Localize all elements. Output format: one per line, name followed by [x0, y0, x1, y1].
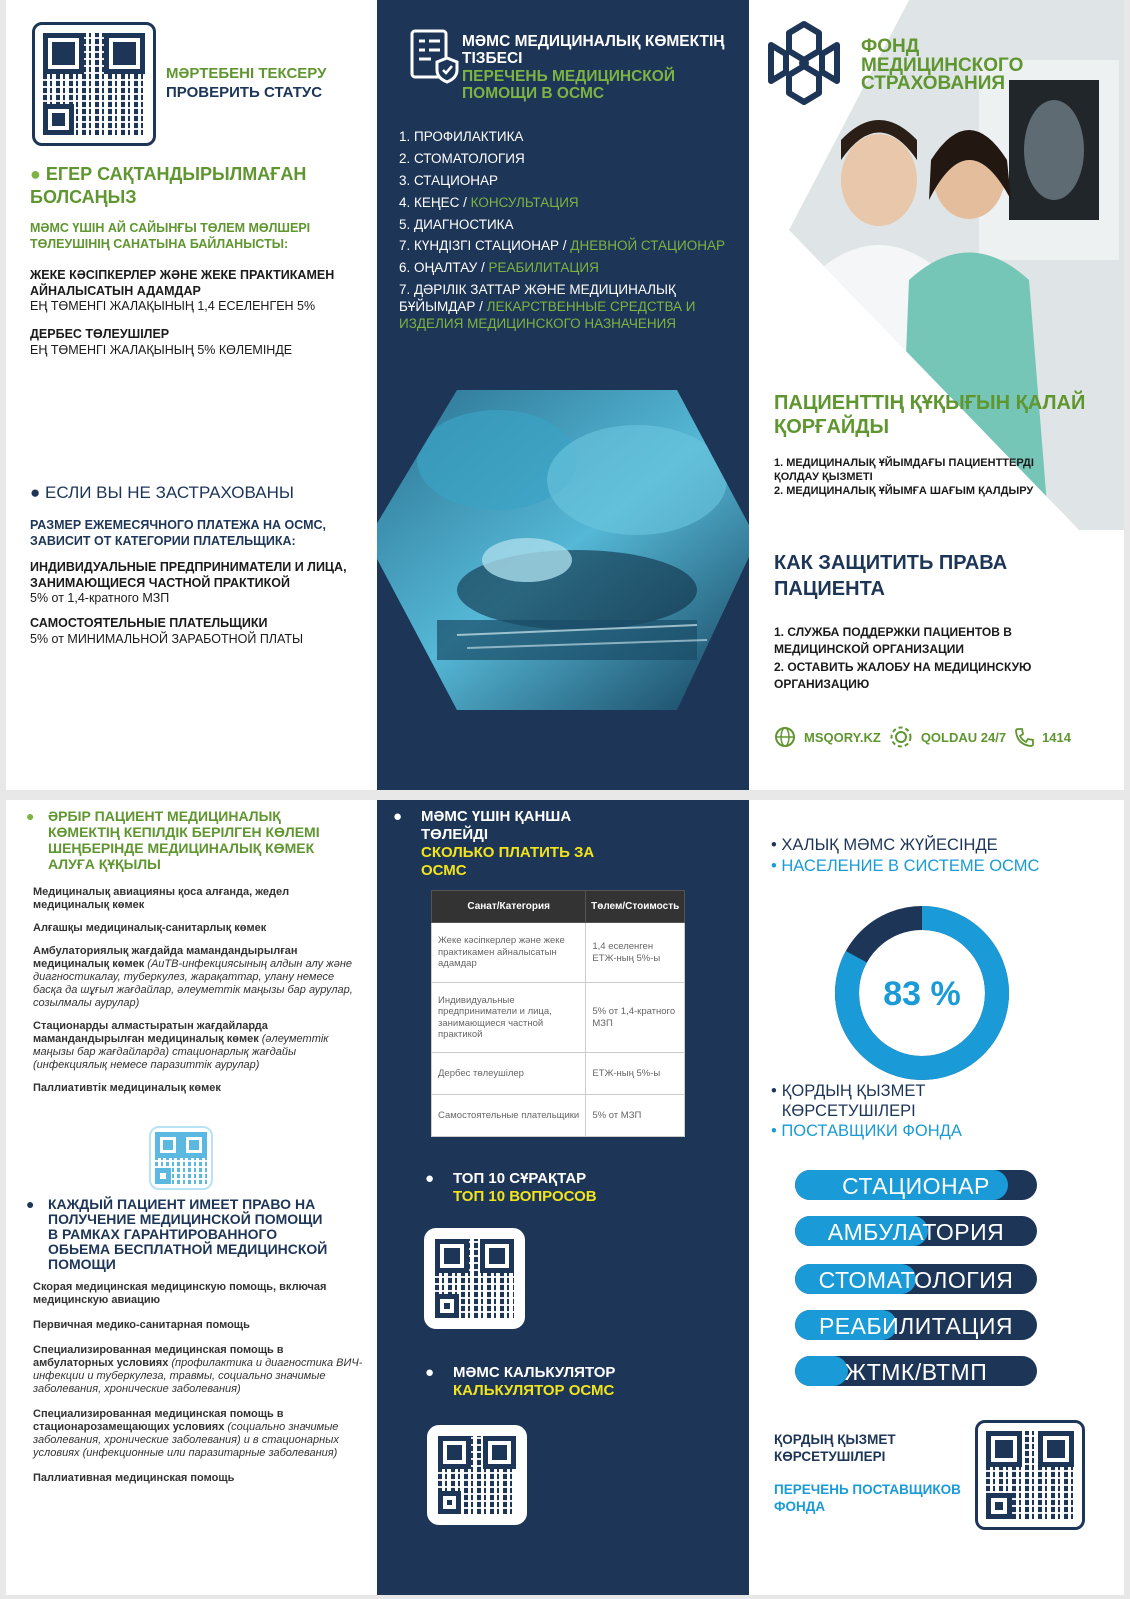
providers-qr-code[interactable] [975, 1420, 1085, 1530]
rights-item-detail: (АиТВ-инфекциясының алдын алу және диагностикалау, туберкулез, жарақаттар, улану немесе басқа да шұғыл жағдайлар, әлеуметтік маңызы бар аурулар, созылмалы аурулар) [33, 957, 353, 1009]
care-list-item [399, 260, 739, 277]
rights-list-item [33, 1020, 363, 1072]
rights-item-title: Специализированная медицинская помощь в амбулаторных условиях [33, 1343, 284, 1369]
care-item-kz: 4. КЕҢЕС / [399, 194, 471, 210]
provider-bar [795, 1310, 1037, 1340]
check-status-label: МӘРТЕБЕНІ ТЕКСЕРУ ПРОВЕРИТЬ СТАТУС [166, 65, 327, 101]
care-list-item [399, 195, 739, 212]
small-qr-code[interactable] [149, 1126, 213, 1190]
care-list-title: МӘМС МЕДИЦИНАЛЫҚ КӨМЕКТІҢ ТІЗБЕСІ ПЕРЕЧЕНЬ МЕДИЦИНСКОЙ ПОМОЩИ В ОСМС [462, 33, 725, 103]
care-list-item [399, 129, 739, 146]
ru-rights-list [33, 1281, 363, 1497]
provider-bar [795, 1170, 1037, 1200]
rights-item-title: Специализированная медицинская помощь в стационарозамещающих условиях [33, 1407, 284, 1433]
website-link[interactable]: MSQORY.KZ [804, 729, 881, 745]
provider-bar [795, 1216, 1037, 1246]
support-label: QOLDAU 24/7 [920, 729, 1007, 745]
care-list-item [399, 173, 739, 190]
care-list-item [399, 282, 739, 333]
rights-item-detail: (социально значимые заболевания, хронические заболевания) и в стационарных условиях (инфекционные или паразитарные заболевания) [33, 1420, 339, 1459]
rights-list-item [33, 1281, 363, 1307]
rights-item-title: Амбулаториялық жағдайда мамандандырылған медициналық көмек [33, 944, 298, 970]
brochure-inner-side [6, 800, 1124, 1595]
bottom-middle-panel [377, 800, 749, 1595]
gear-icon [889, 725, 913, 749]
status-qr-code[interactable] [32, 22, 156, 146]
how-much-title: ● МӘМС ҮШІН ҚАНША ТӨЛЕЙДІ СКОЛЬКО ПЛАТИТЬ ЗА ОСМС [393, 808, 595, 879]
protect-rights-ru-title: КАК ЗАЩИТИТЬ ПРАВА ПАЦИЕНТА [774, 552, 1008, 600]
kz-rights-title: ● ӘРБІР ПАЦИЕНТ МЕДИЦИНАЛЫҚ КӨМЕКТІҢ КЕПІЛДІК БЕРІЛГЕН КӨЛЕМІ ШЕҢБЕРІНДЕ МЕДИЦИНАЛЫҚ КӨМЕК АЛУҒА ҚҰҚЫЛЫ [26, 808, 320, 873]
kz-category-2: ДЕРБЕС ТӨЛЕУШІЛЕР ЕҢ ТӨМЕНГІ ЖАЛАҚЫНЫҢ 5% КӨЛЕМІНДЕ [30, 327, 293, 357]
rights-item-title: Первичная медико-санитарная помощь [33, 1318, 250, 1331]
globe-icon [774, 726, 796, 748]
providers-title: • ҚОРДЫҢ ҚЫЗМЕТ КӨРСЕТУШІЛЕРІ • ПОСТАВЩИКИ ФОНДА [771, 1082, 962, 1140]
table-row [432, 983, 685, 1053]
table-header-category: Санат/Категория [432, 891, 586, 923]
ru-rights-title: ● КАЖДЫЙ ПАЦИЕНТ ИМЕЕТ ПРАВО НА ПОЛУЧЕНИЕ МЕДИЦИНСКОЙ ПОМОЩИ В РАМКАХ ГАРАНТИРОВАННОГО ОБЬЕМА БЕСПЛАТНОЙ МЕДИЦИНСКОЙ ПОМОЩИ [26, 1196, 328, 1273]
care-item-kz: 1. ПРОФИЛАКТИКА [399, 129, 524, 144]
rights-list-item [33, 886, 363, 912]
care-item-kz: 7. КҮНДІЗГІ СТАЦИОНАР / [399, 238, 571, 254]
fund-logo-icon [759, 18, 849, 108]
protect-rights-kz-list: 1. МЕДИЦИНАЛЫҚ ҰЙЫМДАҒЫ ПАЦИЕНТТЕРДІ ҚОЛДАУ ҚЫЗМЕТІ 2. МЕДИЦИНАЛЫҚ ҰЙЫМҒА ШАҒЫМ ҚАЛДЫРУ [774, 457, 1034, 497]
top10-title: ● ТОП 10 СҰРАҚТАР ТОП 10 ВОПРОСОВ [425, 1170, 597, 1205]
care-item-ru: ДНЕВНОЙ СТАЦИОНАР [570, 238, 725, 254]
rights-list-item [33, 1082, 363, 1095]
care-item-kz: 2. СТОМАТОЛОГИЯ [399, 150, 525, 166]
care-item-kz: 6. ОҢАЛТАУ / [399, 260, 489, 276]
care-item-ru: РЕАБИЛИТАЦИЯ [488, 260, 599, 276]
calculator-title: ● МӘМС КАЛЬКУЛЯТОР КАЛЬКУЛЯТОР ОСМС [425, 1364, 616, 1399]
donut-percent-label: 83 % [883, 975, 961, 1013]
table-row [432, 1095, 685, 1137]
uninsured-ru-subtitle: РАЗМЕР ЕЖЕМЕСЯЧНОГО ПЛАТЕЖА НА ОСМС, ЗАВИСИТ ОТ КАТЕГОРИИ ПЛАТЕЛЬЩИКА: [30, 518, 326, 548]
table-header-cost: Төлем/Стоимость [586, 891, 685, 923]
bottom-left-panel [6, 800, 377, 1595]
brochure-outer-side [6, 0, 1124, 790]
table-cell: ЕТЖ-ның 5%-ы [586, 1053, 685, 1095]
rights-item-detail: (әлеуметтік маңызы бар жағдайларда) стационарлық жағдайы (инфекциялық немесе паразиттік аурулар) [33, 1032, 329, 1071]
provider-bar [795, 1264, 1037, 1294]
population-donut-chart [832, 903, 1012, 1083]
provider-bar [795, 1356, 1037, 1386]
care-list [399, 129, 739, 338]
care-list-item [399, 151, 739, 168]
kz-category-1: ЖЕКЕ КӘСІПКЕРЛЕР ЖӘНЕ ЖЕКЕ ПРАКТИКАМЕН АЙНАЛЫСАТЫН АДАМДАР ЕҢ ТӨМЕНГІ ЖАЛАҚЫНЫҢ 1,4 ЕСЕЛЕНГЕН 5% [30, 268, 335, 314]
top10-qr-code[interactable] [424, 1228, 525, 1329]
uninsured-ru-title: ● ЕСЛИ ВЫ НЕ ЗАСТРАХОВАНЫ [30, 483, 294, 502]
care-item-kz: 5. ДИАГНОСТИКА [399, 216, 514, 232]
uninsured-kz-title: ● ЕГЕР САҚТАНДЫРЫЛМАҒАН БОЛСАҢЫЗ [30, 164, 307, 207]
phone-number[interactable]: 1414 [1042, 729, 1071, 745]
rights-item-title: Паллиативтік медициналық көмек [33, 1081, 221, 1094]
payment-table [431, 890, 685, 1137]
fund-logo-text: ФОНД МЕДИЦИНСКОГО СТРАХОВАНИЯ [861, 36, 1024, 95]
rights-item-title: Паллиативная медицинская помощь [33, 1471, 235, 1484]
rights-item-title: Стационарды алмастыратын жағдайларда мамандандырылған медициналық көмек [33, 1019, 268, 1045]
top-right-panel [749, 0, 1124, 790]
contacts-footer [774, 725, 1071, 749]
calculator-qr-code[interactable] [427, 1425, 527, 1525]
provider-bar-label: АМБУЛАТОРИЯ [827, 1219, 1005, 1245]
provider-bar-label: СТОМАТОЛОГИЯ [818, 1267, 1014, 1293]
population-title: • ХАЛЫҚ МӘМС ЖҮЙЕСІНДЕ • НАСЕЛЕНИЕ В СИСТЕМЕ ОСМС [771, 836, 1040, 876]
rights-list-item [33, 1319, 363, 1332]
protect-rights-ru-list: 1. СЛУЖБА ПОДДЕРЖКИ ПАЦИЕНТОВ В МЕДИЦИНСКОЙ ОРГАНИЗАЦИИ 2. ОСТАВИТЬ ЖАЛОБУ НА МЕДИЦИНСКУЮ ОРГАНИЗАЦИЮ [774, 625, 1032, 692]
protect-rights-kz-title: ПАЦИЕНТТІҢ ҚҰҚЫҒЫН ҚАЛАЙ ҚОРҒАЙДЫ [774, 392, 1086, 438]
care-list-item [399, 217, 739, 234]
uninsured-kz-subtitle: МӘМС ҮШІН АЙ САЙЫНҒЫ ТӨЛЕМ МӨЛШЕРІ ТӨЛЕУШІНІҢ САНАТЫНА БАЙЛАНЫСТЫ: [30, 221, 311, 251]
rights-list-item [33, 1472, 363, 1485]
rights-list-item [33, 922, 363, 935]
table-row [432, 1053, 685, 1095]
care-item-ru: ЛЕКАРСТВЕННЫЕ СРЕДСТВА И ИЗДЕЛИЯ МЕДИЦИНСКОГО НАЗНАЧЕНИЯ [399, 299, 696, 331]
table-cell: 1,4 еселенген ЕТЖ-ның 5%-ы [586, 923, 685, 983]
table-cell: Жеке кәсіпкерлер және жеке практикамен айналысатын адамдар [432, 923, 586, 983]
table-cell: Дербес төлеушілер [432, 1053, 586, 1095]
care-item-kz: 3. СТАЦИОНАР [399, 172, 499, 188]
table-cell: 5% от МЗП [586, 1095, 685, 1137]
table-row [432, 923, 685, 983]
top-left-panel [6, 0, 377, 790]
ru-category-1: ИНДИВИДУАЛЬНЫЕ ПРЕДПРИНИМАТЕЛИ И ЛИЦА, ЗАНИМАЮЩИЕСЯ ЧАСТНОЙ ПРАКТИКОЙ 5% от 1,4-кратного МЗП [30, 560, 347, 606]
bottom-right-panel [749, 800, 1124, 1595]
phone-icon [1014, 727, 1034, 747]
table-cell: Индивидуальные предприниматели и лица, занимающиеся частной практикой [432, 983, 586, 1053]
rights-item-title: Скорая медицинская медицинскую помощь, включая медицинскую авиацию [33, 1281, 327, 1306]
surgery-photo [377, 390, 749, 710]
ru-category-2: САМОСТОЯТЕЛЬНЫЕ ПЛАТЕЛЬЩИКИ 5% от МИНИМАЛЬНОЙ ЗАРАБОТНОЙ ПЛАТЫ [30, 616, 304, 646]
document-shield-icon [409, 28, 459, 84]
providers-list-label: ҚОРДЫҢ ҚЫЗМЕТ КӨРСЕТУШІЛЕРІ ПЕРЕЧЕНЬ ПОСТАВЩИКОВ ФОНДА [774, 1432, 961, 1514]
kz-rights-list [33, 886, 363, 1105]
care-list-item [399, 238, 739, 255]
provider-bar-label: РЕАБИЛИТАЦИЯ [818, 1313, 1014, 1339]
rights-list-item [33, 1408, 363, 1460]
care-item-kz: 7. ДӘРІЛІК ЗАТТАР ЖӘНЕ МЕДИЦИНАЛЫҚ БҰЙЫМДАР / [399, 282, 676, 314]
rights-list-item [33, 1344, 363, 1396]
provider-bar-label: ЖТМК/ВТМП [844, 1359, 988, 1385]
rights-item-title: Медициналық авиацияны қоса алғанда, жедел медициналық көмек [33, 886, 290, 911]
rights-item-detail: (профилактика и диагностика ВИЧ- инфекции и туберкулеза, травмы, социально значимые заболевания, хронические заболевания) [33, 1356, 363, 1395]
table-cell: Самостоятельные плательщики [432, 1095, 586, 1137]
rights-list-item [33, 945, 363, 1010]
table-cell: 5% от 1,4-кратного МЗП [586, 983, 685, 1053]
top-middle-panel [377, 0, 749, 790]
care-item-ru: КОНСУЛЬТАЦИЯ [470, 194, 579, 210]
provider-bar-label: СТАЦИОНАР [842, 1173, 990, 1199]
rights-item-title: Алғашқы медициналық-санитарлық көмек [33, 921, 267, 934]
